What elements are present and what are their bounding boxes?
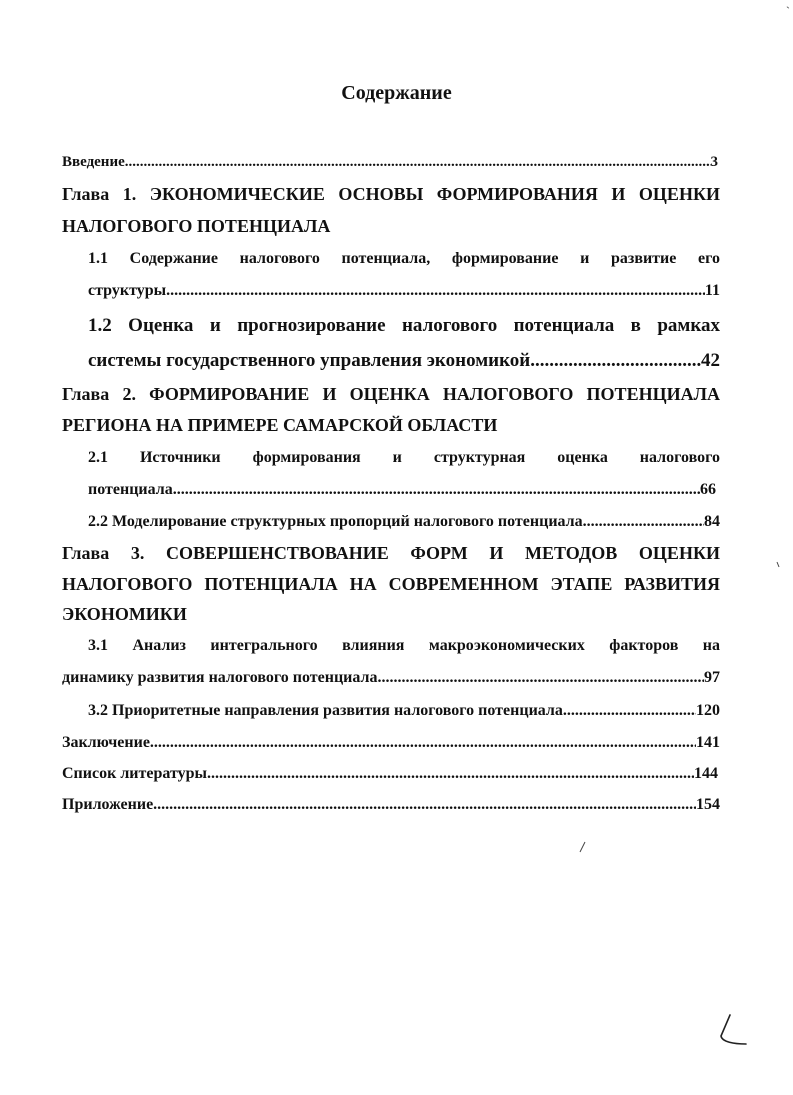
toc-entry-section-1-1 [88,283,720,299]
toc-entry-label: структуры [88,282,167,299]
toc-entry-label: Заключение [62,734,150,751]
chapter-1-title-line-2: НАЛОГОВОГО ПОТЕНЦИАЛА [62,216,331,236]
handwritten-page-mark [712,1010,752,1050]
toc-entry-label: 3.2 Приоритетные направления развития налогового потенциала [88,702,563,719]
toc-page-number: 3 [710,154,718,170]
toc-entry-conclusion [62,735,720,751]
toc-heading: Содержание [341,82,452,104]
chapter-3-title-line-2: НАЛОГОВОГО ПОТЕНЦИАЛА НА СОВРЕМЕННОМ ЭТАПЕ РАЗВИТИЯ [62,574,720,594]
toc-entry-section-3-2 [88,703,720,719]
toc-page-number: 154 [696,796,720,813]
dot-leader [378,670,704,686]
dot-leader [166,283,705,299]
section-1-1-line-1: 1.1 Содержание налогового потенциала, формирование и развитие его [88,250,720,267]
chapter-2-title-line-1: Глава 2. ФОРМИРОВАНИЕ И ОЦЕНКА НАЛОГОВОГО ПОТЕНЦИАЛА [62,384,720,404]
toc-entry-section-2-2 [88,514,720,530]
chapter-2-title-line-2: РЕГИОНА НА ПРИМЕРЕ САМАРСКОЙ ОБЛАСТИ [62,415,498,435]
toc-page-number: 66 [700,481,716,498]
toc-entry-label: Приложение [62,796,154,813]
scan-mark-slash [576,840,588,854]
chapter-3-title-line-3: ЭКОНОМИКИ [62,604,187,624]
toc-page-number: 84 [704,513,720,530]
dot-leader [173,482,700,498]
dot-leader [563,703,696,719]
dot-leader [530,351,701,370]
toc-page-number: 97 [704,669,720,686]
toc-entry-appendix [62,797,720,813]
toc-entry-label: динамику развития налогового потенциала [62,669,378,686]
chapter-1-title-line-1: Глава 1. ЭКОНОМИЧЕСКИЕ ОСНОВЫ ФОРМИРОВАНИЯ И ОЦЕНКИ [62,184,720,204]
section-2-1-line-1: 2.1 Источники формирования и структурная оценка налогового [88,449,720,466]
toc-entry-label: системы государственного управления экономикой [88,350,531,371]
toc-page-number: 144 [694,765,718,782]
toc-page-number: 11 [704,282,720,299]
toc-entry-section-1-2 [88,351,720,370]
toc-entry-intro [62,155,718,170]
toc-page-number: 120 [696,702,720,719]
scan-mark-top-right: ` [786,4,790,18]
dot-leader [207,766,694,782]
toc-entry-label: Список литературы [62,765,207,782]
toc-entry-label: 2.2 Моделирование структурных пропорций налогового потенциала [88,513,583,530]
dot-leader [125,155,711,170]
toc-entry-label: потенциала [88,481,173,498]
section-3-1-line-1: 3.1 Анализ интегрального влияния макроэкономических факторов на [88,637,720,654]
section-1-2-line-1: 1.2 Оценка и прогнозирование налогового потенциала в рамках [88,315,720,336]
toc-entry-section-2-1 [88,482,716,498]
toc-entry-label: Введение [62,154,125,170]
toc-entry-references [62,766,718,782]
toc-entry-section-3-1 [62,670,720,686]
toc-page-number: 42 [701,350,720,371]
chapter-3-title-line-1: Глава 3. СОВЕРШЕНСТВОВАНИЕ ФОРМ И МЕТОДОВ ОЦЕНКИ [62,543,720,563]
scan-mark-side [774,560,782,570]
toc-page-number: 141 [696,734,720,751]
dot-leader [150,735,696,751]
dot-leader [583,514,704,530]
dot-leader [153,797,696,813]
